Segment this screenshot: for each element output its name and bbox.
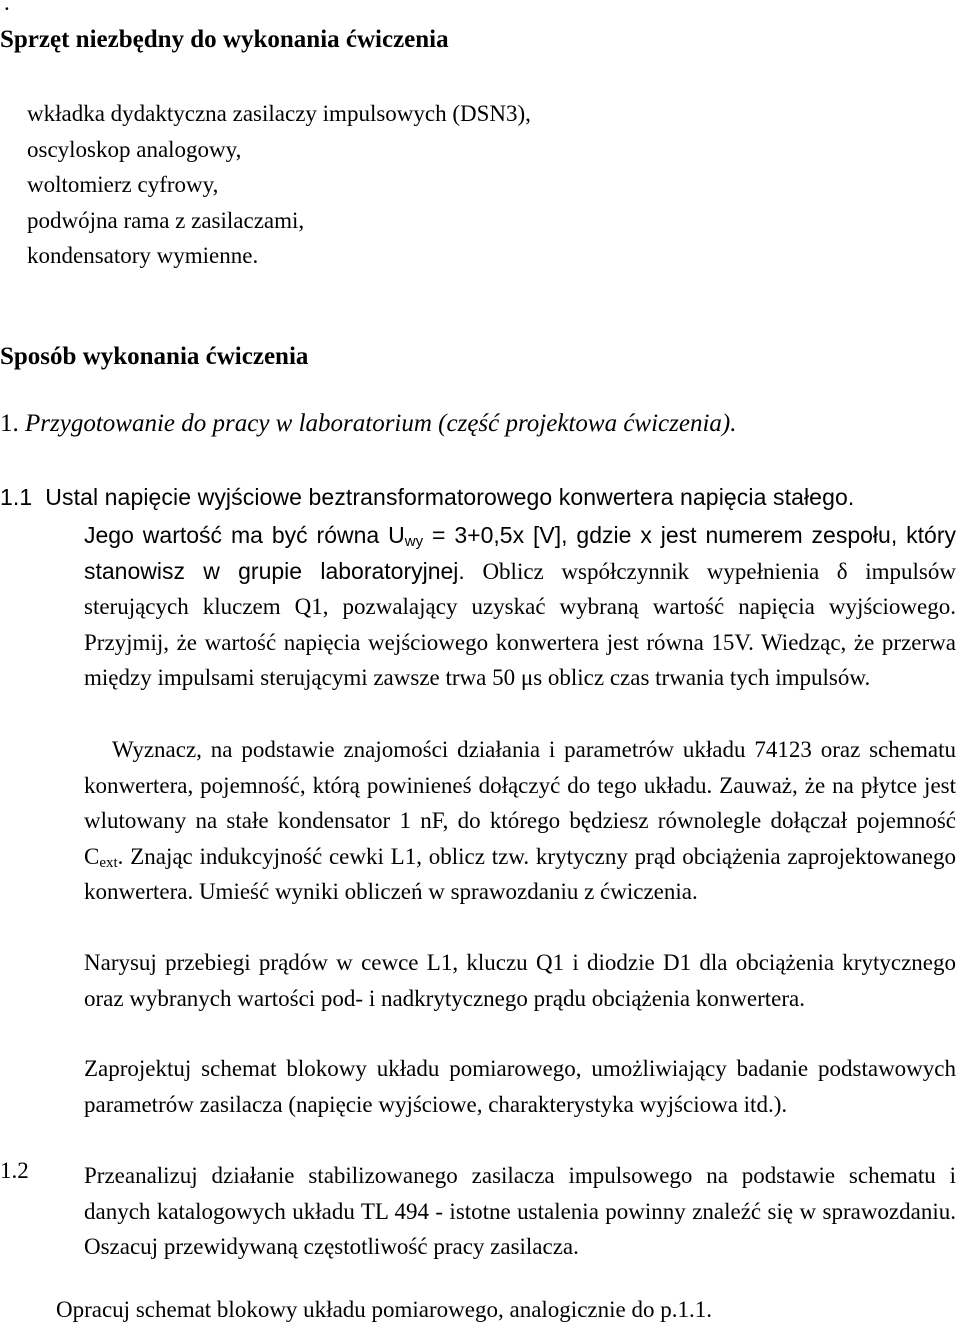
step-1-1-number: 1.1	[0, 484, 33, 510]
subsection-heading	[0, 410, 736, 438]
step-1-1-text-a: Jego wartość ma być równa U	[84, 522, 405, 548]
u-wy-subscript: wy	[404, 533, 424, 550]
equipment-item: wkładka dydaktyczna zasilaczy impulsowych (DSN3),	[27, 101, 531, 126]
step-1-1-paragraph-3: Narysuj przebiegi prądów w cewce L1, kluczu Q1 i diodzie D1 dla obciążenia krytycznego oraz wybranych wartości pod- i nadkrytycznego prądu obciążenia konwertera.	[84, 950, 956, 1011]
step-1-1-paragraph-4: Zaprojektuj schemat blokowy układu pomiarowego, umożliwiający badanie podstawowych parametrów zasilacza (napięcie wyjściowe, charakterystyka wyjściowa itd.).	[84, 1056, 956, 1117]
step-1-2-paragraph: Przeanalizuj działanie stabilizowanego zasilacza impulsowego na podstawie schematu i danych katalogowych układu TL 494 - istotne ustalenia powinny znaleźć się w sprawozdaniu. Oszacuj przewidywaną częstotliwość pracy zasilacza.	[84, 1163, 956, 1260]
step-1-1-lead: Ustal napięcie wyjściowe beztransformatorowego konwertera napięcia stałego.	[45, 484, 855, 510]
equipment-item: oscyloskop analogowy,	[27, 136, 242, 162]
step-1-1-p2-a: Wyznacz, na podstawie znajomości działania i parametrów układu 74123 oraz schematu konwertera, pojemność, którą powinieneś dołączyć do tego układu. Zauważ, że na płytce jest wlutowany na stałe kondensator 1 nF, do którego będziesz równolegle dołączał pojemność C	[84, 737, 956, 869]
top-mark: .	[4, 0, 10, 15]
step-1-1-paragraph-1	[84, 518, 956, 696]
equipment-item: podwójna rama z zasilaczami,	[27, 207, 305, 233]
step-1-1-paragraph-2	[84, 732, 956, 910]
step-1-2-number: 1.2	[0, 1158, 29, 1183]
c-ext-subscript: ext	[99, 854, 118, 871]
step-1-1-lead-line	[0, 484, 854, 511]
equipment-list	[27, 96, 531, 274]
subsection-title: Przygotowanie do pracy w laboratorium (część projektowa ćwiczenia).	[25, 410, 737, 437]
section-title-equipment: Sprzęt niezbędny do wykonania ćwiczenia	[0, 26, 449, 53]
equipment-item: woltomierz cyfrowy,	[27, 172, 219, 197]
equipment-item: kondensatory wymienne.	[27, 243, 259, 268]
step-1-2-followup: Opracuj schemat blokowy układu pomiarowego, analogicznie do p.1.1.	[56, 1297, 712, 1322]
step-1-1-p2-b: . Znając indukcyjność cewki L1, oblicz tzw. krytyczny prąd obciążenia zaprojektowanego konwertera. Umieść wyniki obliczeń w sprawozdaniu z ćwiczenia.	[84, 843, 956, 905]
subsection-number: 1.	[0, 410, 19, 437]
step-1-1-text-c: Oblicz współczynnik wypełnienia δ impulsów sterujących kluczem Q1, pozwalający uzyskać wybraną wartość napięcia wyjściowego. Przyjmij, że wartość napięcia wejściowego konwertera jest równa 15V. Wiedząc, że przerwa między impulsami sterującymi zawsze trwa 50 μs oblicz czas trwania tych impulsów.	[84, 558, 956, 691]
section-title-procedure: Sposób wykonania ćwiczenia	[0, 343, 309, 370]
step-1-1-text-b: = 3+0,5x [V], gdzie x jest numerem zespołu, który stanowisz w grupie laboratoryjnej.	[84, 522, 956, 584]
